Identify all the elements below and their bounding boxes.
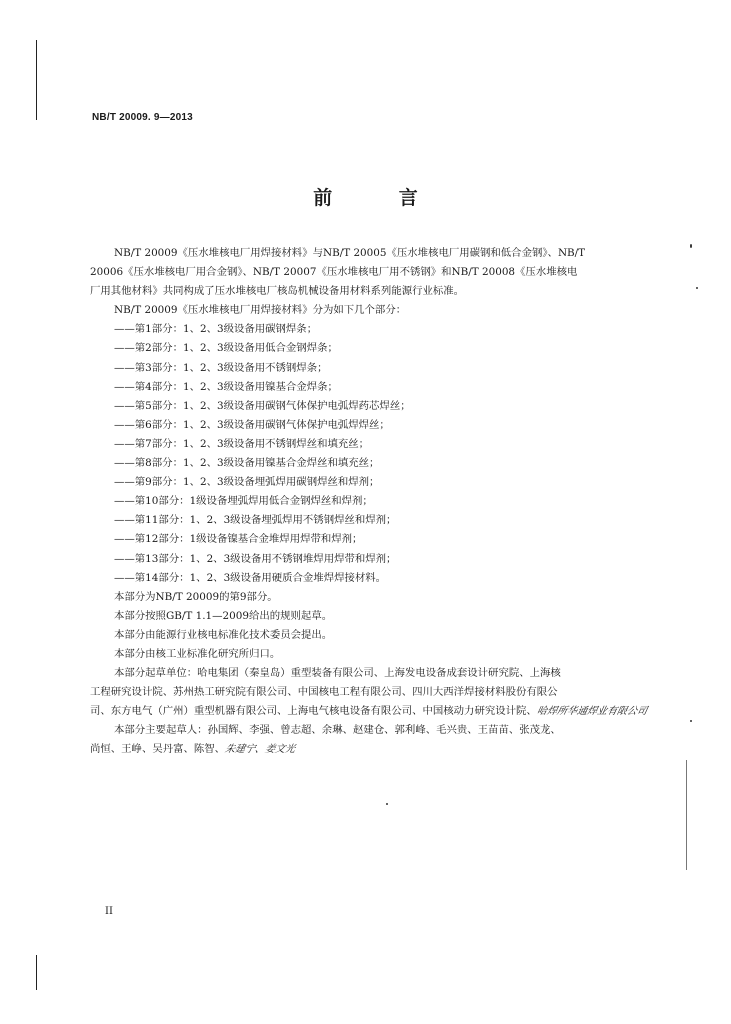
list-item: ——第12部分：1级设备镍基合金堆焊用焊带和焊剂； (114, 533, 363, 546)
page-title: 前 言 (313, 187, 448, 209)
standard-code: NB/T 20009. 9—2013 (92, 112, 193, 123)
text-line: NB/T 20009《压水堆核电厂用焊接材料》与NB/T 20005《压水堆核电厂用碳钢和低合金钢》、NB/T (114, 247, 586, 259)
text-line (90, 740, 650, 759)
list-item: ——第14部分：1、2、3级设备用硬质合金堆焊焊接材料。 (114, 571, 387, 584)
text-line (90, 702, 650, 721)
list-item: ——第4部分：1、2、3级设备用镍基合金焊条； (114, 380, 338, 393)
list-item: ——第7部分：1、2、3级设备用不锈钢焊丝和填充丝； (114, 437, 370, 450)
text-line: 本部分为NB/T 20009的第9部分。 (114, 590, 278, 603)
scan-speck (386, 803, 388, 805)
scan-edge-line (36, 955, 37, 990)
list-item: ——第5部分：1、2、3级设备用碳钢气体保护电弧焊药芯焊丝； (114, 399, 411, 412)
list-item: ——第11部分：1、2、3级设备埋弧焊用不锈钢焊丝和焊剂； (114, 514, 397, 527)
list-item: ——第3部分：1、2、3级设备用不锈钢焊条； (114, 361, 328, 374)
scan-speck (696, 287, 698, 289)
text-span: 尚恒、王峥、吴丹富、陈智、 (90, 743, 226, 756)
list-item: ——第9部分：1、2、3级设备埋弧焊用碳钢焊丝和焊剂； (114, 476, 380, 489)
text-line: 20006《压水堆核电厂用合金钢》、NB/T 20007《压水堆核电厂用不锈钢》和NB/T 20008《压水堆核电 (90, 266, 578, 279)
text-line: NB/T 20009《压水堆核电厂用焊接材料》分为如下几个部分： (114, 304, 407, 317)
scan-edge-line (36, 40, 37, 120)
list-item: ——第6部分：1、2、3级设备用碳钢气体保护电弧焊焊丝； (114, 418, 390, 431)
list-item: ——第13部分：1、2、3级设备用不锈钢堆焊用焊带和焊剂； (114, 552, 397, 565)
list-item: ——第1部分：1、2、3级设备用碳钢焊条； (114, 323, 318, 336)
list-item: ——第8部分：1、2、3级设备用镍基合金焊丝和填充丝； (114, 457, 380, 470)
text-line: 本部分主要起草人：孙国辉、李强、曾志超、余琳、赵建仓、郭利峰、毛兴贵、王苗苗、张茂龙、 (114, 724, 561, 737)
text-line: 厂用其他材料》共同构成了压水堆核电厂核岛机械设备用材料系列能源行业标准。 (90, 285, 465, 298)
list-item: ——第2部分：1、2、3级设备用低合金钢焊条； (114, 342, 338, 355)
text-line: 工程研究设计院、苏州热工研究院有限公司、中国核电工程有限公司、四川大西洋焊接材料股份有限公 (90, 686, 558, 699)
text-span: 司、东方电气（广州）重型机器有限公司、上海电气核电设备有限公司、中国核动力研究设计院、 (90, 705, 537, 718)
scan-edge-line (686, 760, 687, 870)
text-line: 本部分按照GB/T 1.1—2009给出的规则起草。 (114, 609, 333, 622)
text-line: 本部分起草单位：哈电集团（秦皇岛）重型装备有限公司、上海发电设备成套设计研究院、上海核 (114, 667, 561, 680)
scan-speck (690, 244, 692, 248)
preface-body (90, 244, 650, 760)
handwritten-addition: 朱建宁、姜文光 (223, 744, 297, 756)
list-item: ——第10部分：1级设备埋弧焊用低合金钢焊丝和焊剂； (114, 495, 373, 508)
handwritten-addition: 哈焊所华通焊业有限公司 (535, 706, 648, 718)
text-line: 本部分由核工业标准化研究所归口。 (114, 647, 281, 660)
scan-speck (690, 720, 692, 722)
page-number: II (105, 906, 113, 917)
text-line: 本部分由能源行业核电标准化技术委员会提出。 (114, 628, 333, 641)
